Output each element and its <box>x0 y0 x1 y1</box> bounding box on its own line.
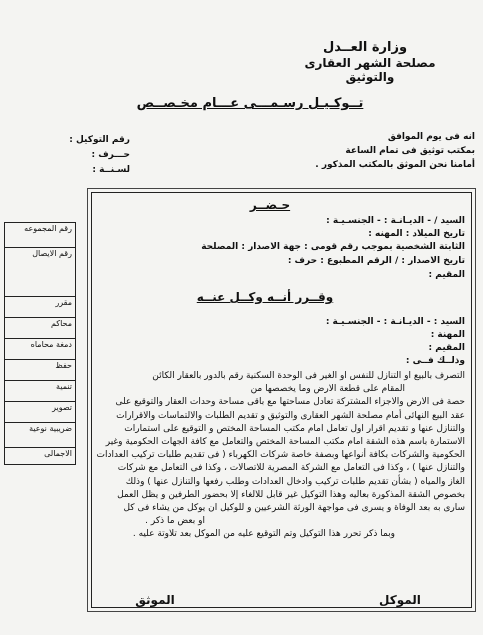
body-line: الغاز والمياه ( بشأن تقديم طلبات تركيب وادخال العدادات وطلب رفعها والتنازل عنها ) وذلك <box>125 476 465 487</box>
agent-name-line: السيد : - الديـانـة : - الجنسـيـة : <box>325 317 465 327</box>
principal-issue-line: تاريخ الاصدار : / الرقم المطبوع : حرف : <box>287 256 465 266</box>
agent-residence-line: المقيم : <box>428 343 465 353</box>
group-number-cell: رقم المجموعه <box>24 224 72 233</box>
fee-cell: حفظ <box>5 359 75 380</box>
authority-name: مصلحة الشهر العقارى والتوثيق <box>304 56 436 84</box>
body-line: بخصوص الشقة المذكورة بعاليه وهذا التوكيل غير قابل للالغاء إلا بحضور الطرفين و يظل العمل <box>117 489 465 500</box>
body-line: المقام على قطعة الارض وما يخصصها من <box>250 384 405 395</box>
fee-cell: الاجمالى <box>5 447 75 464</box>
body-line: الاستمارة باسم هذه الشقة امام مكتب المساحة المختص والتعامل مع كافة الجهات الحكومية وغير <box>105 437 465 448</box>
principal-signature-label: الموكل <box>379 593 421 607</box>
year-field: لسـنــة : <box>92 165 130 175</box>
fee-cell: محاكم <box>5 317 75 338</box>
body-line: التصرف بالبيع او التنازل للنفس او الغير فى الوحدة السكنية رقم بالدور بالعقار الكائن <box>152 371 465 381</box>
principal-birth-line: تاريخ الميلاد : المهنه : <box>368 229 465 239</box>
agent-job-line: المهنة : <box>430 330 465 340</box>
fee-cell: ضريبية نوعية <box>5 422 75 447</box>
body-line: او بعض ما ذكر . <box>145 516 205 527</box>
body-line: الحكومية والشركات بكافة أنواعها وبصفة خاصة شركات الكهرباء ( فى تقديم طلبات تركيب العدادات <box>96 450 465 461</box>
intro-day-line: انه فى يوم الموافق <box>387 132 475 142</box>
receipt-number-cell: رقم الايصال <box>5 247 75 296</box>
fee-cell: دمغة محاماه <box>5 338 75 359</box>
principal-id-line: الثابتة الشخصية بموجب رقم قومى : جهة الاصدار : المصلحة <box>201 242 465 252</box>
intro-notary-line: أمامنا نحن الموثق بالمكتب المذكور . <box>315 160 475 170</box>
notary-signature-label: الموثق <box>135 593 175 607</box>
body-line: سارى به بعد الوفاة و يسرى فى مواجهة الورثة الشرعيين و للوكيل ان يوكل من يشاء فى كل <box>123 503 465 514</box>
body-line: وبما ذكر تحرر هذا التوكيل وتم التوقيع عليه من الموكل بعد تلاوتة عليه . <box>132 529 395 540</box>
fee-cell: مقرر <box>5 296 75 317</box>
body-line: والتنازل عنها و تقديم اقرار اول تعامل امام مكتب المساحة المختص و التوقيع على استمارات <box>124 423 465 434</box>
agent-that-line: وذلــك فــى : <box>405 356 465 366</box>
letter-field: حـــرف : <box>91 150 130 160</box>
ministry-name: وزارة العــدل <box>322 40 408 55</box>
section-present-title: حـضــر <box>249 198 291 212</box>
body-line: حصة فى الارض والاجزاء المشتركة تعادل مساحتها مع باقى مساحة وحدات العقار والتوقيع على <box>115 397 465 408</box>
section-decided-title: وقــرر أنــه وكــل عنــه <box>196 290 334 304</box>
document-title: تــوكـيـل رسـمـــى عـــام مخـصــص <box>136 96 364 111</box>
fees-sidebar <box>4 222 76 465</box>
intro-office-line: بمكتب توثيق فى تمام الساعة <box>345 146 475 156</box>
body-line: عقد البيع النهائى أمام مصلحة الشهر العقارى والتوثيق و تقديم الطلبات والالتماسات والاقرارات <box>116 410 465 421</box>
principal-residence-line: المقيم : <box>428 270 465 280</box>
fee-cell: تنمية <box>5 380 75 401</box>
power-of-attorney-number: رقم التوكيل : <box>69 135 130 145</box>
principal-name-line: السيد / - الديـانـة : - الجنسـيـة : <box>326 216 465 226</box>
body-line: والتنازل عنها ) ، وكذا فى التعامل مع الشركة المصرية للاتصالات ، وكذا فى التعامل مع شركات <box>117 463 465 474</box>
fee-cell: تصوير <box>5 401 75 422</box>
authorization-body <box>96 370 465 542</box>
